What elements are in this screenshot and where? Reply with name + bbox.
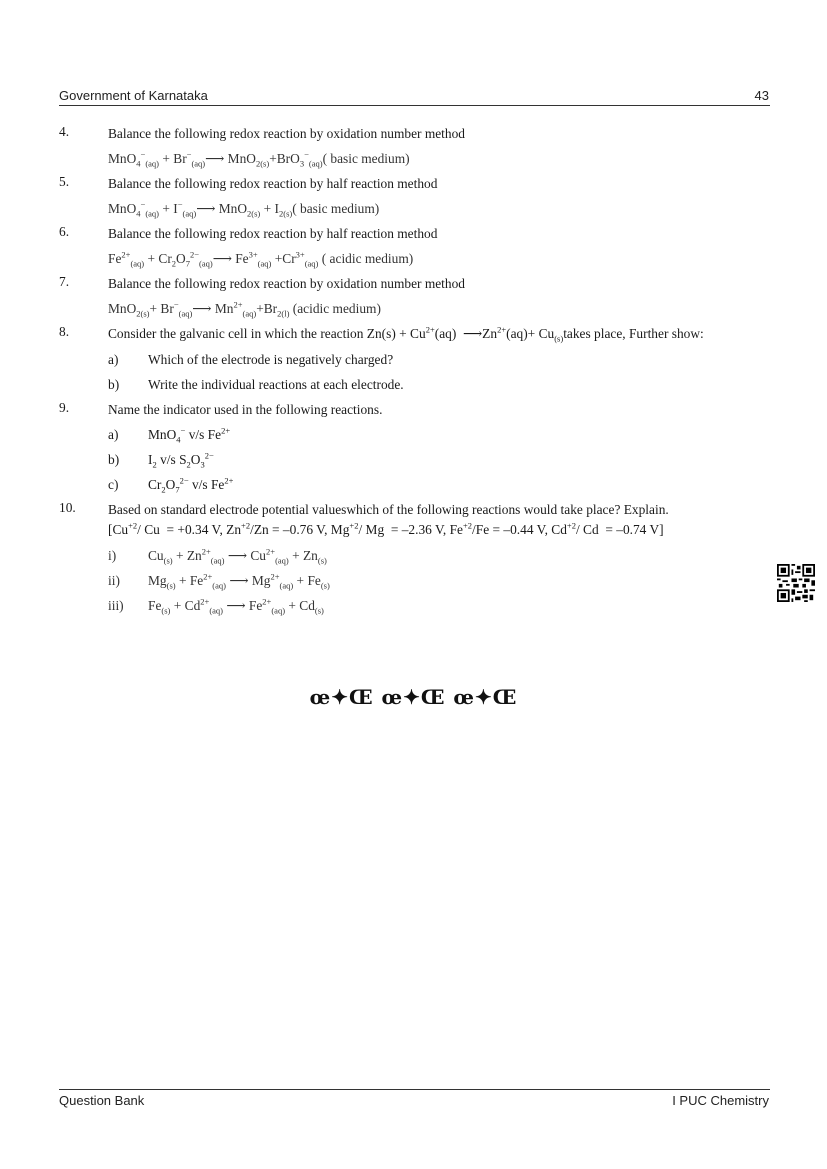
sub-label: a) <box>108 427 119 442</box>
footer-rule <box>59 1089 770 1090</box>
question-text: Based on standard electrode potential valueswhich of the following reactions would take place? Explain. [$Cu^{+2}/$ Cu = +0.34 V, $Zn^{+2}/Zn = -0.76$ V, $Mg^{+2}/$ Mg = –2.36 V, $Fe^{+2}/Fe = -0.44$ V, $Cd^{+2}/$ Cd = –0.74 V] <box>108 502 669 537</box>
question-text: Name the indicator used in the following reactions. <box>108 402 383 417</box>
page-footer <box>59 1093 769 1108</box>
reaction-equation: $MnO_{2(s)}+ Br^-_{(aq)}⟶$ $Mn^{2+}_{(aq)}+Br_{2(l)}$ (acidic medium) <box>108 299 381 319</box>
footer-left: Question Bank <box>59 1093 145 1108</box>
sub-label: iii) <box>108 598 124 613</box>
question-4 <box>59 124 769 174</box>
sub-text: $I_2$ v/s $S_2O_3^{2-}$ <box>148 450 214 470</box>
question-intro: Consider the galvanic cell in which the reaction <box>108 326 364 341</box>
reaction-equation: $MnO_4^-_{(aq)} + I^-_{(aq)}⟶$ $MnO_{2(s)} + I_{2(s)}$( basic medium) <box>108 199 380 219</box>
question-number: 7. <box>59 274 70 289</box>
header-rule <box>59 105 770 106</box>
sub-label: b) <box>108 377 120 392</box>
question-list <box>59 124 769 621</box>
sub-text: Write the individual reactions at each electrode. <box>148 377 404 392</box>
sub-label: c) <box>108 477 119 492</box>
question-number: 10. <box>59 500 76 515</box>
sub-label: b) <box>108 452 120 467</box>
reaction-medium: ( basic medium) <box>322 151 410 166</box>
question-text: Balance the following redox reaction by half reaction method <box>108 226 438 241</box>
page-header <box>59 88 769 103</box>
footer-right: I PUC Chemistry <box>672 1093 769 1108</box>
question-text: Balance the following redox reaction by oxidation number method <box>108 126 465 141</box>
sub-label: i) <box>108 548 117 563</box>
sub-question-9a <box>59 425 769 450</box>
qr-code-icon[interactable] <box>777 564 815 602</box>
question-outro: takes place, Further show: <box>563 326 704 341</box>
question-8 <box>59 324 769 344</box>
sub-question-9c <box>59 475 769 500</box>
sub-question-8a <box>59 350 769 375</box>
sub-question-8b <box>59 375 769 400</box>
reaction-medium: (acidic medium) <box>292 301 381 316</box>
sub-text: $Cu_{(s)} + Zn^{2+}_{(aq)}$ ⟶ $Cu^{2+}_{(aq)} + Zn_{(s)}$ <box>148 546 327 566</box>
sub-text: MnO$_4$− v/s $Fe^{2+}$ <box>148 425 231 445</box>
question-text: Balance the following redox reaction by half reaction method <box>108 176 438 191</box>
reaction-equation: $MnO_4^-_{(aq)} + Br^-_{(aq)}⟶$ MnO$_{2(s)}$+BrO$_3$−$_{(aq)}$( basic medium) <box>108 149 410 169</box>
sub-label: a) <box>108 352 119 367</box>
reaction-medium: ( acidic medium) <box>321 251 414 266</box>
sub-text: $Fe_{(s)} + Cd^{2+}_{(aq)}$ ⟶ $Fe^{2+}_{(aq)} + Cd_{(s)}$ <box>148 596 324 616</box>
question-5 <box>59 174 769 224</box>
question-number: 4. <box>59 124 70 139</box>
question-number: 8. <box>59 324 70 339</box>
question-number: 6. <box>59 224 70 239</box>
question-number: 5. <box>59 174 70 189</box>
sub-question-10ii <box>59 571 769 596</box>
question-10 <box>59 500 769 540</box>
reaction-equation: $Fe^{2+}_{(aq)}$ + $Cr_2O_7^{2-}_{(aq)}⟶$ $Fe^{3+}_{(aq)} +Cr^{3+}_{(aq)}$ ( acidic medium) <box>108 249 414 269</box>
sub-text: $Mg_{(s)} + Fe^{2+}_{(aq)}$ ⟶ $Mg^{2+}_{(aq)} + Fe_{(s)}$ <box>148 571 330 591</box>
sub-label: ii) <box>108 573 120 588</box>
sub-question-10iii <box>59 596 769 621</box>
reaction-medium: ( basic medium) <box>292 201 380 216</box>
sub-text: Which of the electrode is negatively charged? <box>148 352 394 367</box>
question-text: Consider the galvanic cell in which the reaction $Zn(s) + Cu^{2+}(aq)$ $⟶Zn^{2+}(aq)+$ $Cu_{(s)}takes$ place, Further show: <box>108 324 704 344</box>
sub-question-10i <box>59 546 769 571</box>
sub-text: $Cr_2O_7^{2-}$ v/s $Fe^{2+}$ <box>148 475 234 495</box>
question-6 <box>59 224 769 274</box>
page-number: 43 <box>754 88 769 103</box>
header-title: Government of Karnataka <box>59 88 208 103</box>
question-9 <box>59 400 769 425</box>
question-text: Balance the following redox reaction by oxidation number method <box>108 276 465 291</box>
section-end-ornament: œ✦Œ œ✦Œ œ✦Œ <box>309 685 518 709</box>
question-7 <box>59 274 769 324</box>
question-number: 9. <box>59 400 70 415</box>
sub-question-9b <box>59 450 769 475</box>
